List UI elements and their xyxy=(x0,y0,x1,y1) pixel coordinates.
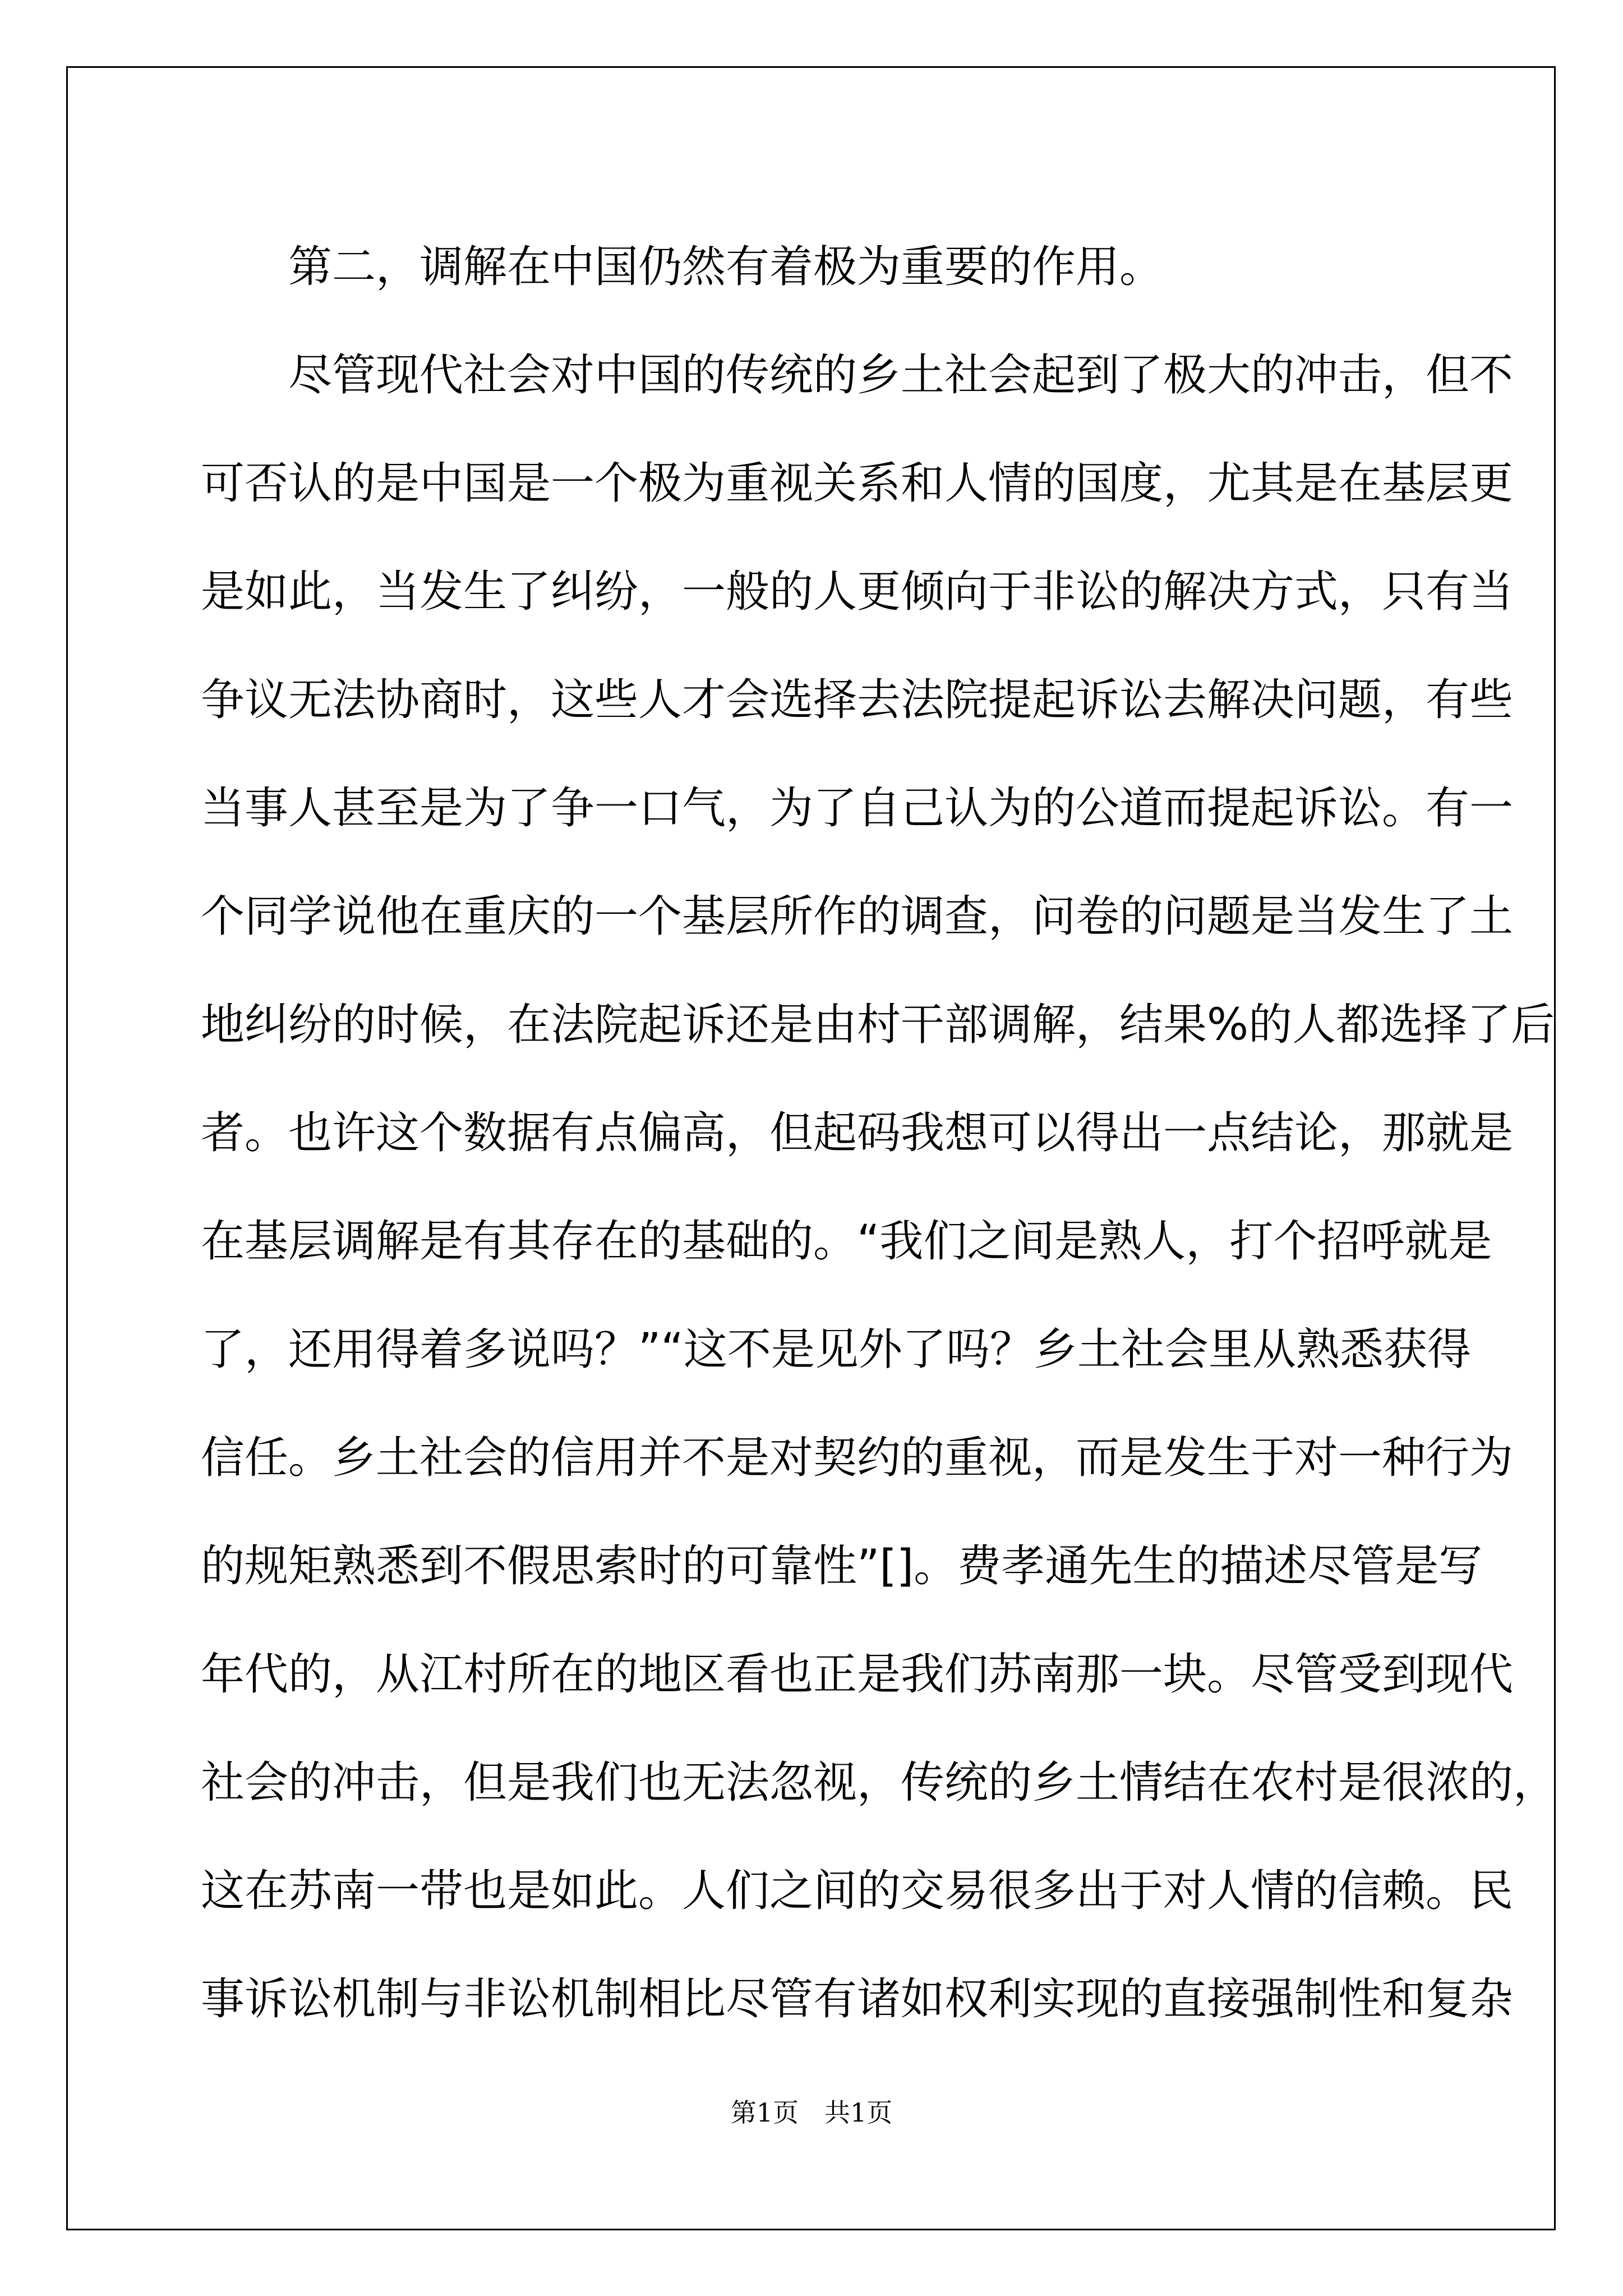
paragraph-2-line: 社会的冲击，但是我们也无法忽视，传统的乡土情结在农村是很浓的， xyxy=(201,1757,1557,1808)
paragraph-2-line: 尽管现代社会对中国的传统的乡土社会起到了极大的冲击，但不 xyxy=(288,350,1514,401)
paragraph-2-line: 年代的，从江村所在的地区看也正是我们苏南那一块。尽管受到现代 xyxy=(201,1649,1514,1700)
page-footer xyxy=(0,2092,1623,2129)
paragraph-2-line: 个同学说他在重庆的一个基层所作的调查，问卷的问题是当发生了土 xyxy=(201,891,1514,942)
paragraph-2-line: 是如此，当发生了纠纷，一般的人更倾向于非讼的解决方式，只有当 xyxy=(201,567,1514,617)
paragraph-2-line: 地纠纷的时候，在法院起诉还是由村干部调解，结果%的人都选择了后 xyxy=(201,1000,1555,1050)
paragraph-1-line: 第二，调解在中国仍然有着极为重要的作用。 xyxy=(288,242,1164,292)
paragraph-2-line: 在基层调解是有其存在的基础的。“我们之间是熟人，打个招呼就是 xyxy=(201,1216,1492,1267)
paragraph-2-line: 信任。乡土社会的信用并不是对契约的重视，而是发生于对一种行为 xyxy=(201,1433,1514,1483)
paragraph-2-line: 事诉讼机制与非讼机制相比尽管有诸如权利实现的直接强制性和复杂 xyxy=(201,1974,1514,2024)
paragraph-2-line: 的规矩熟悉到不假思索时的可靠性”[]。费孝通先生的描述尽管是写 xyxy=(201,1541,1483,1591)
document-body xyxy=(201,213,1557,2054)
paragraph-2-line: 这在苏南一带也是如此。人们之间的交易很多出于对人情的信赖。民 xyxy=(201,1866,1514,1916)
paragraph-2-line: 争议无法协商时，这些人才会选择去法院提起诉讼去解决问题，有些 xyxy=(201,675,1514,725)
paragraph-2-line: 可否认的是中国是一个极为重视关系和人情的国度，尤其是在基层更 xyxy=(201,458,1514,509)
page-number-total: 共1页 xyxy=(824,2097,893,2128)
paragraph-2-line: 了，还用得着多说吗？”“这不是见外了吗？乡土社会里从熟悉获得 xyxy=(201,1324,1471,1375)
paragraph-2-line: 当事人甚至是为了争一口气，为了自己认为的公道而提起诉讼。有一 xyxy=(201,783,1514,834)
paragraph-2-line: 者。也许这个数据有点偏高，但起码我想可以得出一点结论，那就是 xyxy=(201,1108,1514,1158)
page-number-current: 第1页 xyxy=(730,2097,799,2128)
